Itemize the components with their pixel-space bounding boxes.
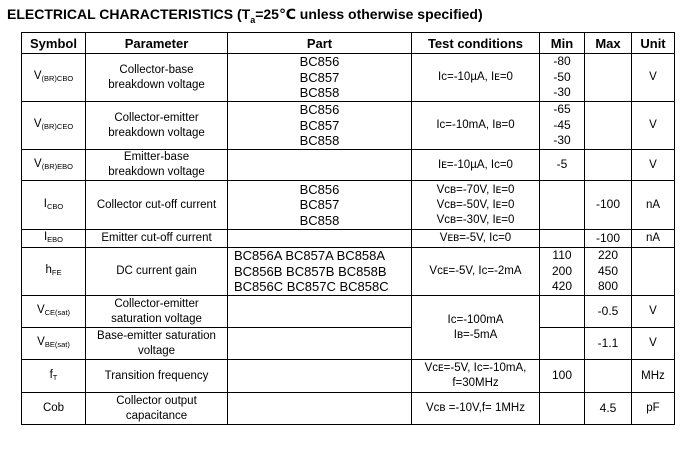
min-cell (540, 230, 585, 248)
table-row (22, 150, 675, 181)
parameter-cell: Collector output capacitance (86, 393, 228, 425)
unit-cell: V (632, 150, 675, 181)
symbol-cell: Cob (22, 393, 86, 425)
test-condition-cell: Vᴄᴇ=-5V, Iᴄ=-10mA, f=30MHz (412, 360, 540, 393)
min-cell: -80 -50 -30 (540, 54, 585, 102)
part-cell (228, 230, 412, 248)
max-cell (585, 54, 632, 102)
symbol-cell: $I_{CBO}$ (22, 181, 86, 230)
test-condition-cell: Iᴄ=-100mA Iʙ=-5mA (412, 296, 540, 360)
unit-cell: V (632, 328, 675, 360)
unit-cell: pF (632, 393, 675, 425)
header-row (22, 33, 675, 54)
parameter-cell: Transition frequency (86, 360, 228, 393)
unit-cell (632, 248, 675, 296)
min-cell: 100 (540, 360, 585, 393)
table-row (22, 181, 675, 230)
unit-cell: nA (632, 230, 675, 248)
min-cell (540, 328, 585, 360)
max-cell: 4.5 (585, 393, 632, 425)
min-cell: -5 (540, 150, 585, 181)
symbol-cell: $V_{CE(sat)}$ (22, 296, 86, 328)
unit-cell: MHz (632, 360, 675, 393)
max-cell: -100 (585, 230, 632, 248)
parameter-cell: Emitter cut-off current (86, 230, 228, 248)
test-condition-cell: Vᴄʙ=-70V, Iᴇ=0 Vᴄʙ=-50V, Iᴇ=0 Vᴄʙ=-30V, Iᴇ=0 (412, 181, 540, 230)
header-symbol: Symbol (22, 33, 86, 54)
symbol-cell: $V_{BE(sat)}$ (22, 328, 86, 360)
unit-cell: nA (632, 181, 675, 230)
max-cell (585, 360, 632, 393)
symbol-cell: $V_{(BR)CEO}$ (22, 102, 86, 150)
max-cell: -0.5 (585, 296, 632, 328)
parameter-cell: Base-emitter saturation voltage (86, 328, 228, 360)
part-cell (228, 296, 412, 328)
test-condition-cell: Vᴇʙ=-5V, Iᴄ=0 (412, 230, 540, 248)
symbol-cell: $I_{EBO}$ (22, 230, 86, 248)
max-cell: -100 (585, 181, 632, 230)
parameter-cell: Emitter-base breakdown voltage (86, 150, 228, 181)
header-min: Min (540, 33, 585, 54)
header-parameter: Parameter (86, 33, 228, 54)
part-cell (228, 393, 412, 425)
table-row (22, 296, 675, 328)
parameter-cell: Collector-emitter saturation voltage (86, 296, 228, 328)
unit-cell: V (632, 102, 675, 150)
table-row (22, 328, 675, 360)
test-condition-cell: Iᴄ=-10mA, Iʙ=0 (412, 102, 540, 150)
part-cell: BC856A BC857A BC858A BC856B BC857B BC858B BC856C BC857C BC858C (228, 248, 412, 296)
symbol-cell: $f_T$ (22, 360, 86, 393)
table-row (22, 54, 675, 102)
header-test-conditions: Test conditions (412, 33, 540, 54)
test-condition-cell: Iᴄ=-10µA, Iᴇ=0 (412, 54, 540, 102)
max-cell (585, 102, 632, 150)
table-row (22, 230, 675, 248)
max-cell (585, 150, 632, 181)
table-row (22, 102, 675, 150)
parameter-cell: Collector-base breakdown voltage (86, 54, 228, 102)
min-cell (540, 296, 585, 328)
unit-cell: V (632, 296, 675, 328)
test-condition-cell: Iᴇ=-10µA, Iᴄ=0 (412, 150, 540, 181)
electrical-characteristics-table (21, 32, 675, 425)
max-cell: -1.1 (585, 328, 632, 360)
header-part: Part (228, 33, 412, 54)
symbol-cell: $V_{(BR)CBO}$ (22, 54, 86, 102)
part-cell (228, 360, 412, 393)
symbol-cell: $h_{FE}$ (22, 248, 86, 296)
part-cell (228, 328, 412, 360)
header-unit: Unit (632, 33, 675, 54)
part-cell: BC856 BC857 BC858 (228, 181, 412, 230)
test-condition-cell: Vᴄᴇ=-5V, Iᴄ=-2mA (412, 248, 540, 296)
unit-cell: V (632, 54, 675, 102)
part-cell (228, 150, 412, 181)
max-cell: 220 450 800 (585, 248, 632, 296)
part-cell: BC856 BC857 BC858 (228, 54, 412, 102)
min-cell (540, 393, 585, 425)
table-row (22, 393, 675, 425)
header-max: Max (585, 33, 632, 54)
parameter-cell: DC current gain (86, 248, 228, 296)
parameter-cell: Collector cut-off current (86, 181, 228, 230)
parameter-cell: Collector-emitter breakdown voltage (86, 102, 228, 150)
test-condition-cell: Vᴄʙ =-10V,f= 1MHz (412, 393, 540, 425)
table-row (22, 248, 675, 296)
symbol-cell: $V_{(BR)EBO}$ (22, 150, 86, 181)
min-cell (540, 181, 585, 230)
min-cell: -65 -45 -30 (540, 102, 585, 150)
min-cell: 110 200 420 (540, 248, 585, 296)
table-title: ELECTRICAL CHARACTERISTICS ($T_a=25℃$ unless otherwise specified) (7, 6, 483, 25)
part-cell: BC856 BC857 BC858 (228, 102, 412, 150)
table-row (22, 360, 675, 393)
